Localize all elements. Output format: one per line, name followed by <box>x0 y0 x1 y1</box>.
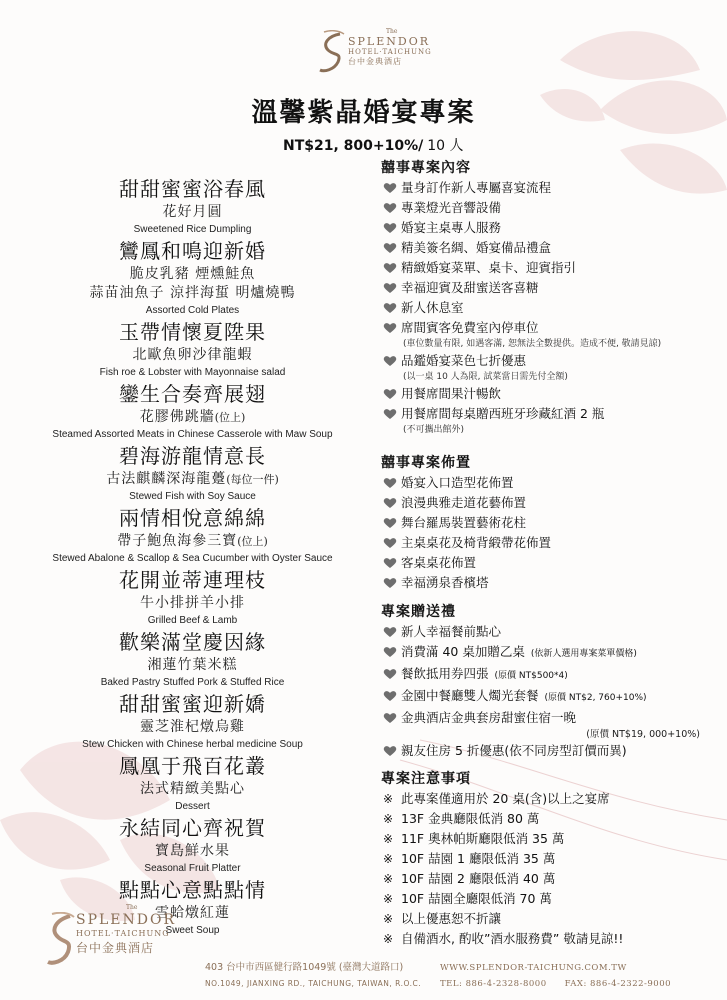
heart-icon <box>383 322 397 334</box>
address-chinese: 403 台中市西區健行路1049號 (臺灣大道路口) <box>205 962 404 973</box>
heart-icon <box>383 745 397 757</box>
item-text: 婚宴入口造型花佈置 <box>401 475 514 490</box>
item-text: 新人幸福餐前點心 <box>401 624 502 639</box>
item-note: (以一桌 10 人為限, 試菜當日需先付全額) <box>403 372 568 382</box>
logo-name: SPLENDOR <box>348 35 431 48</box>
package-decor-section <box>381 453 716 593</box>
item-text: 消費滿 40 桌加贈乙桌 <box>401 644 525 659</box>
heart-icon <box>383 282 397 294</box>
menu-course <box>20 381 365 443</box>
section-title: 專案注意事項 <box>381 771 471 787</box>
note-text: 10F 喆園全廳限低消 70 萬 <box>401 891 552 906</box>
item-text: 主桌桌花及椅背緞帶花佈置 <box>401 535 552 550</box>
list-item <box>381 404 716 424</box>
logo-chinese-name: 台中金典酒店 <box>76 941 155 955</box>
list-item <box>381 642 716 664</box>
list-item <box>381 553 716 573</box>
reference-mark-icon: ※ <box>383 892 394 906</box>
note-text: 自備酒水, 酌收”酒水服務費” 敬請見諒!! <box>401 931 624 946</box>
dish-note: (每位一件) <box>226 473 279 486</box>
course-title: 花開並蒂連理枝 <box>119 568 266 592</box>
item-text: 專業燈光音響設備 <box>401 200 502 215</box>
item-text: 量身訂作新人專屬喜宴流程 <box>401 180 552 195</box>
item-text: 席間賓客免費室內停車位 <box>401 320 539 335</box>
course-title: 甜甜蜜蜜浴春風 <box>119 177 266 201</box>
course-dish: 帶子鮑魚海參三寶(位上) <box>117 533 268 549</box>
note-text: 11F 奧林帕斯廳限低消 35 萬 <box>401 831 565 846</box>
course-title: 玉帶情懷夏陞果 <box>119 320 266 344</box>
heart-icon <box>383 355 397 367</box>
course-dish: 法式精緻美點心 <box>140 781 245 797</box>
heart-icon <box>383 537 397 549</box>
course-dish: 花膠佛跳牆(位上) <box>139 409 246 425</box>
heart-icon <box>383 557 397 569</box>
list-item <box>381 573 716 593</box>
item-text: 幸福湧泉香檳塔 <box>401 575 489 590</box>
note-item <box>381 909 716 929</box>
heart-icon <box>383 222 397 234</box>
course-dish: 古法麒麟深海龍躉(每位一件) <box>106 471 279 487</box>
menu-course <box>20 176 365 238</box>
note-text: 10F 喆園 1 廳限低消 35 萬 <box>401 851 556 866</box>
item-text: 用餐席間果汁暢飲 <box>401 386 502 401</box>
list-item <box>381 178 716 198</box>
list-item <box>381 741 716 761</box>
course-dish: 湘蓮竹葉米糕 <box>147 657 238 673</box>
list-item <box>381 198 716 218</box>
item-text: 浪漫典雅走道花藝佈置 <box>401 495 527 510</box>
menu-course <box>20 567 365 629</box>
heart-icon <box>383 668 397 680</box>
item-subnote: (原價 NT$500*4) <box>494 671 568 681</box>
list-item <box>381 278 716 298</box>
menu-course <box>20 238 365 319</box>
reference-mark-icon: ※ <box>383 792 394 806</box>
list-item <box>381 533 716 553</box>
item-text: 精緻婚宴菜單、桌卡、迎賓指引 <box>401 260 577 275</box>
splendor-logo-icon <box>46 912 76 966</box>
note-text: 以上優惠恕不折讓 <box>401 911 502 926</box>
reference-mark-icon: ※ <box>383 912 394 926</box>
item-price-note: (原價 NT$19, 000+10%) <box>586 729 700 740</box>
note-text: 13F 金典廳限低消 80 萬 <box>401 811 540 826</box>
heart-icon <box>383 517 397 529</box>
course-title: 鑾生合奏齊展翅 <box>119 382 266 406</box>
list-item <box>381 258 716 278</box>
item-note: (不可攜出館外) <box>403 425 465 435</box>
course-english: Stewed Abalone & Scallop & Sea Cucumber with Oyster Sauce <box>52 553 333 564</box>
course-english: Baked Pastry Stuffed Pork & Stuffed Rice <box>100 677 285 688</box>
package-content-section <box>381 158 716 437</box>
item-text: 幸福迎賓及甜蜜送客喜糖 <box>401 280 539 295</box>
menu-course <box>20 319 365 381</box>
item-text: 金典酒店金典套房甜蜜住宿一晚 <box>401 710 577 725</box>
course-english: Seasonal Fruit Platter <box>144 863 241 874</box>
list-item <box>381 708 716 728</box>
price-people: 10 人 <box>427 138 464 154</box>
course-dish: 脆皮乳豬 煙燻鮭魚 <box>129 266 256 282</box>
course-dish: 牛小排拼羊小排 <box>140 595 245 611</box>
list-item <box>381 473 716 493</box>
price-amount: NT$21, 800+10%/ <box>283 138 424 154</box>
logo-the: The <box>126 904 138 911</box>
menu-course <box>20 691 365 753</box>
price-line <box>283 135 464 155</box>
heart-icon <box>383 302 397 314</box>
package-details <box>381 158 716 949</box>
heart-icon <box>383 202 397 214</box>
course-title: 歡樂滿堂慶因緣 <box>119 630 266 654</box>
note-item <box>381 809 716 829</box>
item-note: (車位數量有限, 如遇客滿, 恕無法全數提供。造成不便, 敬請見諒) <box>403 339 662 349</box>
course-dish: 雪蛤燉紅蓮 <box>155 905 230 921</box>
note-item <box>381 829 716 849</box>
heart-icon <box>383 626 397 638</box>
page-title: 溫馨紫晶婚宴專案 <box>251 98 476 128</box>
item-text: 精美簽名綢、婚宴備品禮盒 <box>401 240 552 255</box>
telephone: TEL: 886-4-2328-8000 <box>440 979 547 989</box>
section-title: 囍事專案內容 <box>381 160 471 176</box>
list-item <box>381 493 716 513</box>
section-title: 囍事專案佈置 <box>381 455 471 471</box>
course-title: 甜甜蜜蜜迎新嬌 <box>119 692 266 716</box>
item-text: 用餐席間每桌贈西班牙珍藏紅酒 2 瓶 <box>401 406 605 421</box>
section-title: 專案贈送禮 <box>381 604 456 620</box>
reference-mark-icon: ※ <box>383 812 394 826</box>
heart-icon <box>383 497 397 509</box>
item-text: 新人休息室 <box>401 300 464 315</box>
note-item <box>381 889 716 909</box>
menu-course <box>20 753 365 815</box>
item-text: 婚宴主桌專人服務 <box>401 220 502 235</box>
package-gifts-section <box>381 602 716 761</box>
course-english: Sweet Soup <box>165 925 220 936</box>
list-item <box>381 238 716 258</box>
course-english: Assorted Cold Plates <box>145 305 240 316</box>
course-english: Stew Chicken with Chinese herbal medicine Soup <box>82 739 303 750</box>
list-item <box>381 384 716 404</box>
course-dish: 花好月圓 <box>162 204 223 220</box>
logo-subtitle: HOTEL·TAICHUNG <box>348 48 432 56</box>
hotel-logo <box>318 26 438 86</box>
reference-mark-icon: ※ <box>383 872 394 886</box>
course-title: 永結同心齊祝賀 <box>119 816 266 840</box>
item-text: 親友住房 5 折優惠(依不同房型訂價而異) <box>401 743 627 758</box>
item-subnote: (依新人選用專案菜單價格) <box>530 649 637 659</box>
course-english: Steamed Assorted Meats in Chinese Casserole with Maw Soup <box>52 429 333 440</box>
logo-name: SPLENDOR <box>76 912 177 928</box>
item-text: 金園中餐廳雙人燭光套餐 <box>401 688 539 703</box>
note-text: 10F 喆園 2 廳限低消 40 萬 <box>401 871 556 886</box>
footer-address <box>205 960 421 992</box>
course-title: 兩情相悅意綿綿 <box>119 506 266 530</box>
heart-icon <box>383 712 397 724</box>
course-dish: 北歐魚卵沙律龍蝦 <box>132 347 253 363</box>
banquet-menu <box>20 176 365 939</box>
course-title: 鳳凰于飛百花叢 <box>119 754 266 778</box>
list-item <box>381 351 716 371</box>
list-item <box>381 686 716 708</box>
note-text: 此專案僅適用於 20 桌(含)以上之宴席 <box>401 791 610 806</box>
menu-course <box>20 815 365 877</box>
reference-mark-icon: ※ <box>383 832 394 846</box>
note-item <box>381 929 716 949</box>
course-dish: 寶島鮮水果 <box>155 843 230 859</box>
item-subnote: (原價 NT$2, 760+10%) <box>544 693 647 703</box>
list-item <box>381 298 716 318</box>
course-title: 點點心意點點情 <box>119 878 266 902</box>
menu-course <box>20 505 365 567</box>
course-english: Fish roe & Lobster with Mayonnaise salad <box>99 367 286 378</box>
course-dish: 蒜苗油魚子 涼拌海蜇 明爐燒鴨 <box>89 285 296 301</box>
item-text: 舞台羅馬裝置藝術花柱 <box>401 515 527 530</box>
course-title: 鸞鳳和鳴迎新婚 <box>119 239 266 263</box>
splendor-logo-icon <box>318 30 346 74</box>
heart-icon <box>383 408 397 420</box>
menu-course <box>20 443 365 505</box>
heart-icon <box>383 577 397 589</box>
course-english: Grilled Beef & Lamb <box>147 615 238 626</box>
item-text: 餐飲抵用券四張 <box>401 666 489 681</box>
heart-icon <box>383 646 397 658</box>
course-english: Stewed Fish with Soy Sauce <box>129 491 256 502</box>
note-item <box>381 869 716 889</box>
list-item <box>381 513 716 533</box>
dish-note: (位上) <box>237 535 268 548</box>
heart-icon <box>383 388 397 400</box>
list-item <box>381 622 716 642</box>
course-english: Dessert <box>175 801 210 812</box>
address-english: NO.1049, JIANXING RD., TAICHUNG, TAIWAN, R.O.C. <box>205 979 422 988</box>
footer-contact <box>440 960 671 992</box>
dish-note: (位上) <box>214 411 246 424</box>
course-english: Sweetened Rice Dumpling <box>133 224 252 235</box>
item-text: 客桌桌花佈置 <box>401 555 477 570</box>
heart-icon <box>383 690 397 702</box>
logo-chinese-name: 台中金典酒店 <box>348 57 402 66</box>
heart-icon <box>383 262 397 274</box>
reference-mark-icon: ※ <box>383 852 394 866</box>
website-link[interactable]: WWW.SPLENDOR-TAICHUNG.COM.TW <box>440 963 627 973</box>
logo-the: The <box>386 28 398 35</box>
course-title: 碧海游龍情意長 <box>119 444 266 468</box>
logo-subtitle: HOTEL·TAICHUNG <box>76 929 170 938</box>
list-item <box>381 318 716 338</box>
menu-course <box>20 629 365 691</box>
package-notes-section <box>381 769 716 949</box>
item-text: 品鑑婚宴菜色七折優惠 <box>401 353 527 368</box>
list-item <box>381 218 716 238</box>
note-item <box>381 849 716 869</box>
fax: FAX: 886-4-2322-9000 <box>564 979 672 989</box>
heart-icon <box>383 182 397 194</box>
course-dish: 靈芝淮杞燉烏雞 <box>140 719 245 735</box>
heart-icon <box>383 242 397 254</box>
hotel-logo-footer <box>46 904 176 984</box>
reference-mark-icon: ※ <box>383 932 394 946</box>
note-item <box>381 789 716 809</box>
heart-icon <box>383 477 397 489</box>
list-item <box>381 664 716 686</box>
